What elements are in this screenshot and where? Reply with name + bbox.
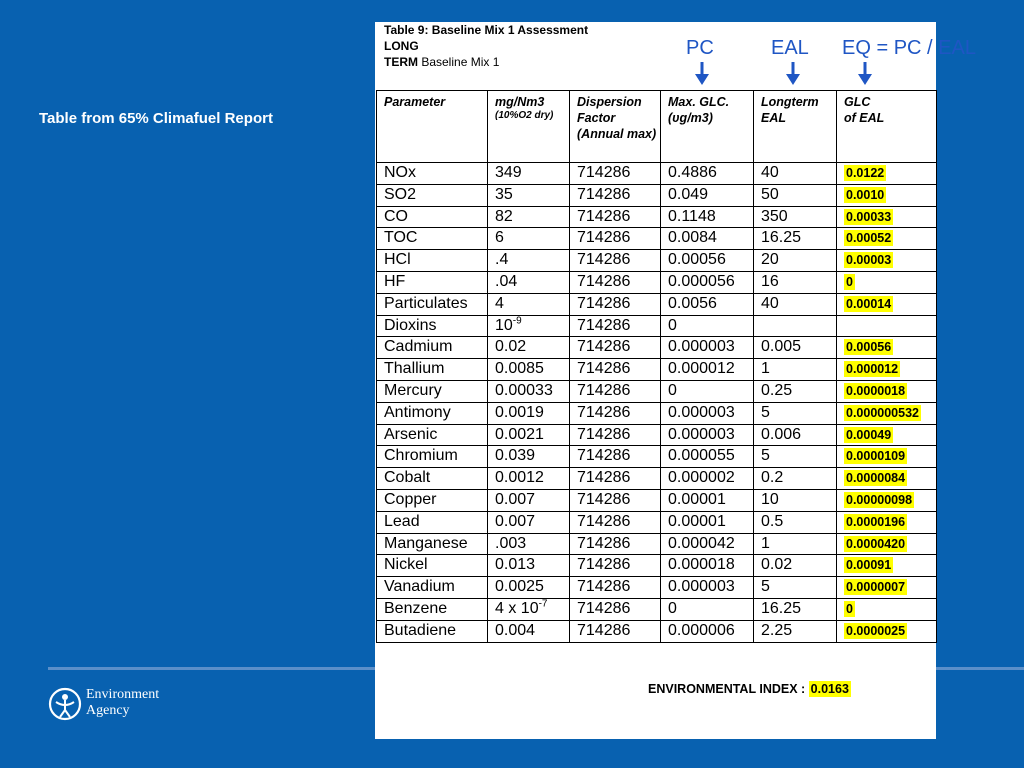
cell-longterm-eal: 0.2	[754, 468, 837, 490]
cell-glc-of-eal	[837, 315, 937, 337]
cell-longterm-eal: 0.25	[754, 380, 837, 402]
ratio-highlight: 0.000000532	[846, 405, 919, 420]
header-longterm-eal: Longterm EAL	[754, 91, 837, 163]
pc-label: PC	[686, 37, 714, 59]
cell-max-glc: 0	[661, 380, 754, 402]
cell-max-glc: 0.000042	[661, 533, 754, 555]
ratio-highlight: 0.0000196	[846, 514, 906, 529]
down-arrow-icon	[695, 62, 709, 86]
table-row	[377, 359, 937, 381]
cell-longterm-eal: 1	[754, 359, 837, 381]
cell-max-glc: 0.00056	[661, 250, 754, 272]
cell-glc-of-eal	[837, 598, 937, 620]
report-source-caption: Table from 65% Climafuel Report	[39, 110, 273, 127]
cell-dispersion: 714286	[570, 598, 661, 620]
table-row	[377, 315, 937, 337]
cell-max-glc: 0.000055	[661, 446, 754, 468]
cell-dispersion: 714286	[570, 511, 661, 533]
cell-max-glc: 0.000003	[661, 402, 754, 424]
down-arrow-icon	[858, 62, 872, 86]
table-row	[377, 337, 937, 359]
cell-dispersion: 714286	[570, 271, 661, 293]
cell-parameter: Antimony	[377, 402, 488, 424]
cell-max-glc: 0.000018	[661, 555, 754, 577]
cell-parameter: Cadmium	[377, 337, 488, 359]
cell-max-glc: 0.000003	[661, 577, 754, 599]
cell-parameter: NOx	[377, 163, 488, 185]
cell-parameter: Arsenic	[377, 424, 488, 446]
down-arrow-icon	[786, 62, 800, 86]
cell-parameter: HF	[377, 271, 488, 293]
cell-max-glc: 0.000003	[661, 424, 754, 446]
cell-mg: 0.0019	[488, 402, 570, 424]
cell-mg: .4	[488, 250, 570, 272]
cell-parameter: Lead	[377, 511, 488, 533]
ratio-highlight: 0.0010	[846, 187, 885, 202]
cell-glc-of-eal	[837, 577, 937, 599]
cell-dispersion: 714286	[570, 620, 661, 642]
cell-glc-of-eal	[837, 489, 937, 511]
table-row	[377, 511, 937, 533]
ratio-highlight: 0	[846, 601, 853, 616]
table-row	[377, 446, 937, 468]
table-row	[377, 293, 937, 315]
cell-glc-of-eal	[837, 402, 937, 424]
cell-mg: 0.007	[488, 489, 570, 511]
cell-max-glc: 0.1148	[661, 206, 754, 228]
cell-glc-of-eal	[837, 511, 937, 533]
cell-dispersion: 714286	[570, 577, 661, 599]
cell-mg: $10^{-9}$	[488, 315, 570, 337]
cell-parameter: Manganese	[377, 533, 488, 555]
cell-parameter: Particulates	[377, 293, 488, 315]
cell-parameter: HCl	[377, 250, 488, 272]
cell-longterm-eal: 0.02	[754, 555, 837, 577]
logo-wordmark	[86, 687, 159, 719]
cell-parameter: Thallium	[377, 359, 488, 381]
cell-parameter: Mercury	[377, 380, 488, 402]
cell-mg: 0.039	[488, 446, 570, 468]
cell-mg: 4 x $10^{-7}$	[488, 598, 570, 620]
table-row	[377, 380, 937, 402]
cell-max-glc: 0.000002	[661, 468, 754, 490]
caption-line-3-bold: TERM	[384, 55, 418, 69]
logo-line-2: Agency	[86, 703, 130, 718]
cell-dispersion: 714286	[570, 228, 661, 250]
table-row	[377, 228, 937, 250]
ratio-highlight: 0.0000025	[846, 623, 906, 638]
cell-glc-of-eal	[837, 271, 937, 293]
ratio-highlight: 0.00033	[846, 209, 892, 224]
cell-dispersion: 714286	[570, 293, 661, 315]
cell-longterm-eal: 5	[754, 577, 837, 599]
cell-longterm-eal: 16	[754, 271, 837, 293]
table-row	[377, 424, 937, 446]
cell-glc-of-eal	[837, 446, 937, 468]
environmental-index-label: ENVIRONMENTAL INDEX :	[648, 682, 809, 696]
cell-max-glc: 0	[661, 598, 754, 620]
cell-longterm-eal	[754, 315, 837, 337]
cell-longterm-eal: 0.5	[754, 511, 837, 533]
cell-glc-of-eal	[837, 184, 937, 206]
cell-parameter: Chromium	[377, 446, 488, 468]
exponent: -9	[512, 315, 522, 327]
cell-mg: 0.00033	[488, 380, 570, 402]
cell-max-glc: 0.0056	[661, 293, 754, 315]
header-max-glc: Max. GLC. (υg/m3)	[661, 91, 754, 163]
cell-max-glc: 0.000003	[661, 337, 754, 359]
cell-longterm-eal: 20	[754, 250, 837, 272]
cell-max-glc: 0.00001	[661, 489, 754, 511]
cell-max-glc: 0.000012	[661, 359, 754, 381]
equation-label: EQ = PC / EAL	[842, 37, 976, 59]
cell-parameter: TOC	[377, 228, 488, 250]
cell-mg: 0.013	[488, 555, 570, 577]
environmental-index	[648, 680, 851, 697]
cell-dispersion: 714286	[570, 315, 661, 337]
caption-line-1: Table 9: Baseline Mix 1 Assessment	[384, 23, 589, 37]
table-row	[377, 163, 937, 185]
cell-max-glc: 0.000056	[661, 271, 754, 293]
table-row	[377, 250, 937, 272]
table-row	[377, 468, 937, 490]
table-row	[377, 402, 937, 424]
cell-longterm-eal: 5	[754, 402, 837, 424]
cell-mg: 0.0085	[488, 359, 570, 381]
ratio-highlight: 0.0000018	[846, 383, 906, 398]
cell-glc-of-eal	[837, 533, 937, 555]
cell-glc-of-eal	[837, 337, 937, 359]
cell-longterm-eal: 40	[754, 293, 837, 315]
ratio-highlight: 0	[846, 274, 853, 289]
cell-longterm-eal: 16.25	[754, 228, 837, 250]
cell-dispersion: 714286	[570, 206, 661, 228]
cell-longterm-eal: 16.25	[754, 598, 837, 620]
cell-dispersion: 714286	[570, 337, 661, 359]
environmental-index-value: 0.0163	[810, 682, 849, 696]
cell-dispersion: 714286	[570, 163, 661, 185]
cell-longterm-eal: 2.25	[754, 620, 837, 642]
cell-parameter: Butadiene	[377, 620, 488, 642]
eal-label: EAL	[771, 37, 809, 59]
cell-mg: 349	[488, 163, 570, 185]
ratio-highlight: 0.00056	[846, 340, 892, 355]
table-row	[377, 555, 937, 577]
cell-parameter: Nickel	[377, 555, 488, 577]
cell-parameter: Vanadium	[377, 577, 488, 599]
header-glc-of-eal: GLC of EAL	[837, 91, 937, 163]
cell-max-glc: 0.4886	[661, 163, 754, 185]
ratio-highlight: 0.0000109	[846, 449, 906, 464]
cell-glc-of-eal	[837, 228, 937, 250]
cell-mg: 0.0012	[488, 468, 570, 490]
cell-max-glc: 0.00001	[661, 511, 754, 533]
cell-longterm-eal: 40	[754, 163, 837, 185]
caption-line-2: LONG	[384, 39, 419, 53]
cell-parameter: Dioxins	[377, 315, 488, 337]
cell-dispersion: 714286	[570, 555, 661, 577]
cell-mg: 35	[488, 184, 570, 206]
cell-longterm-eal: 1	[754, 533, 837, 555]
table-row	[377, 598, 937, 620]
cell-longterm-eal: 10	[754, 489, 837, 511]
cell-glc-of-eal	[837, 620, 937, 642]
cell-glc-of-eal	[837, 555, 937, 577]
cell-dispersion: 714286	[570, 489, 661, 511]
cell-max-glc: 0.000006	[661, 620, 754, 642]
cell-glc-of-eal	[837, 293, 937, 315]
cell-dispersion: 714286	[570, 250, 661, 272]
cell-max-glc: 0.0084	[661, 228, 754, 250]
header-dispersion: Dispersion Factor (Annual max)	[570, 91, 661, 163]
cell-mg: 0.02	[488, 337, 570, 359]
ratio-highlight: 0.00091	[846, 558, 892, 573]
cell-dispersion: 714286	[570, 184, 661, 206]
ratio-highlight: 0.000012	[846, 362, 899, 377]
ratio-highlight: 0.00014	[846, 296, 892, 311]
table-caption	[384, 22, 674, 70]
cell-dispersion: 714286	[570, 402, 661, 424]
cell-glc-of-eal	[837, 424, 937, 446]
ratio-highlight: 0.00049	[846, 427, 892, 442]
header-parameter: Parameter	[377, 91, 488, 163]
cell-dispersion: 714286	[570, 380, 661, 402]
table-row	[377, 577, 937, 599]
ratio-highlight: 0.00000098	[846, 492, 913, 507]
cell-parameter: CO	[377, 206, 488, 228]
cell-glc-of-eal	[837, 163, 937, 185]
cell-dispersion: 714286	[570, 424, 661, 446]
cell-mg: 0.0021	[488, 424, 570, 446]
ratio-highlight: 0.00003	[846, 253, 892, 268]
cell-mg: 82	[488, 206, 570, 228]
ratio-highlight: 0.0122	[846, 166, 885, 180]
cell-dispersion: 714286	[570, 446, 661, 468]
cell-max-glc: 0	[661, 315, 754, 337]
caption-line-3-rest: Baseline Mix 1	[418, 55, 500, 69]
ratio-highlight: 0.00052	[846, 231, 892, 246]
ratio-highlight: 0.0000084	[846, 471, 906, 486]
cell-mg: 0.007	[488, 511, 570, 533]
table-row	[377, 533, 937, 555]
cell-parameter: Cobalt	[377, 468, 488, 490]
table-row	[377, 620, 937, 642]
cell-mg: 0.0025	[488, 577, 570, 599]
cell-dispersion: 714286	[570, 533, 661, 555]
cell-parameter: Benzene	[377, 598, 488, 620]
cell-glc-of-eal	[837, 359, 937, 381]
table-row	[377, 184, 937, 206]
table-row	[377, 206, 937, 228]
cell-mg: 0.004	[488, 620, 570, 642]
cell-dispersion: 714286	[570, 468, 661, 490]
cell-mg: .003	[488, 533, 570, 555]
cell-glc-of-eal	[837, 206, 937, 228]
table-header-row	[377, 91, 937, 163]
ratio-highlight: 0.0000420	[846, 536, 906, 551]
cell-longterm-eal: 5	[754, 446, 837, 468]
cell-dispersion: 714286	[570, 359, 661, 381]
cell-glc-of-eal	[837, 380, 937, 402]
cell-longterm-eal: 0.005	[754, 337, 837, 359]
ratio-highlight: 0.0000007	[846, 580, 906, 595]
cell-longterm-eal: 350	[754, 206, 837, 228]
cell-glc-of-eal	[837, 468, 937, 490]
cell-mg: .04	[488, 271, 570, 293]
logo-line-1: Environment	[86, 687, 160, 702]
header-mg: mg/Nm3 (10%O2 dry)	[488, 91, 570, 163]
cell-parameter: SO2	[377, 184, 488, 206]
cell-longterm-eal: 0.006	[754, 424, 837, 446]
cell-mg: 6	[488, 228, 570, 250]
cell-longterm-eal: 50	[754, 184, 837, 206]
cell-parameter: Copper	[377, 489, 488, 511]
exponent: -7	[538, 598, 548, 610]
cell-glc-of-eal	[837, 250, 937, 272]
cell-max-glc: 0.049	[661, 184, 754, 206]
table-row	[377, 271, 937, 293]
table-row	[377, 489, 937, 511]
assessment-table	[376, 90, 937, 643]
cell-mg: 4	[488, 293, 570, 315]
